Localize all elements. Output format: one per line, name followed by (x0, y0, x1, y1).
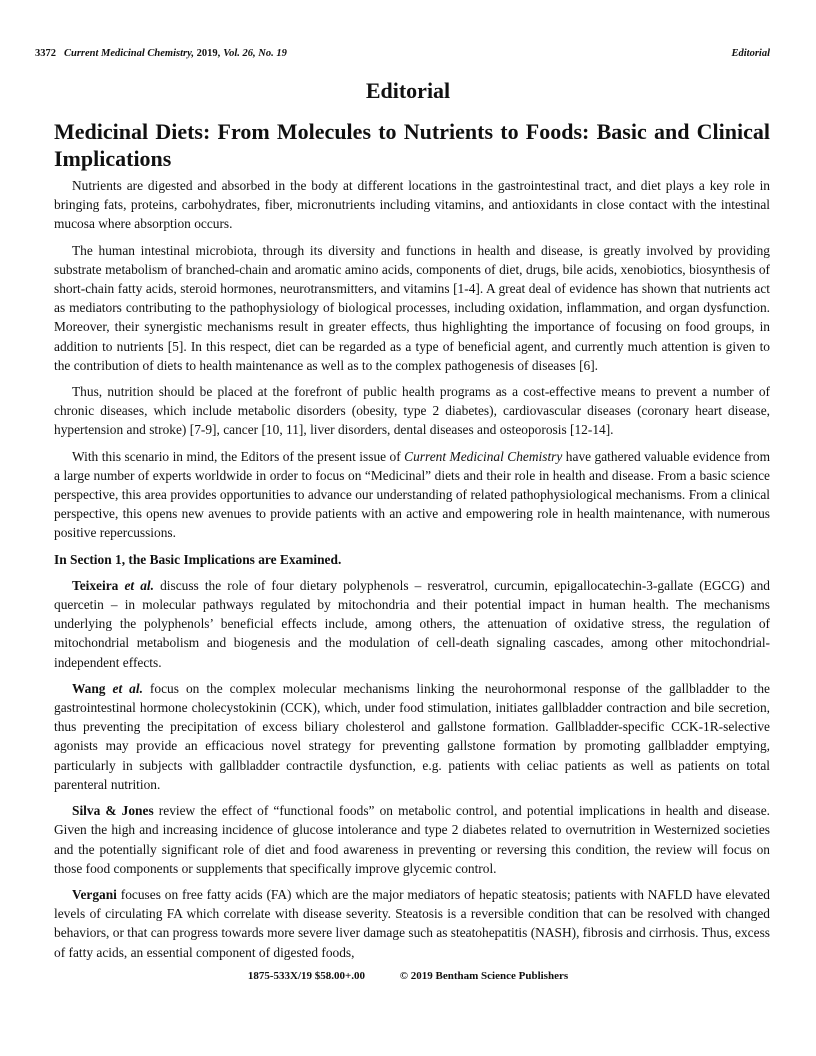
journal-year: 2019, (196, 48, 221, 59)
review-paragraph (54, 576, 770, 672)
section-type-heading: Editorial (365, 78, 451, 103)
running-head-citation (35, 48, 287, 59)
paragraph-text: With this scenario in mind, the Editors of the present issue of (72, 448, 405, 464)
review-author: Wang (72, 680, 106, 696)
et-al: et al. (112, 680, 143, 696)
review-author: Teixeira (72, 577, 119, 593)
paragraph: Nutrients are digested and absorbed in the body at different locations in the gastrointestinal tract, and diet plays a key role in bringing fats, proteins, carbohydrates, fiber, micronutrients including vitamins, and antioxidants in close contact with the intestinal mucosa where absorption occurs. (54, 178, 770, 232)
journal-name-inline: Current Medicinal Chemistry (404, 448, 563, 464)
page-footer (0, 970, 816, 982)
review-text: focuses on free fatty acids (FA) which are the major mediators of hepatic steatosis; patients with NAFLD have elevated levels of circulating FA which correlate with disease severity. Steatosis is a reversible condition that can be resolved with changed behaviors, or that can progress towards more severe liver damage such as steatohepatitis (NASH), fibrosis and cirrhosis. Thus, excess of fatty acids, an essential component of digested foods, (54, 886, 770, 960)
paragraph-text: have gathered valuable evidence from a large number of experts worldwide in order to focus on “Medicinal” diets and their role in health and disease. From a basic science perspective, this area provides opportunities to advance our understanding of related pathophysiological mechanisms. From a clinical perspective, this opens new avenues to provide patients with an active and empowering role in health maintenance, with numerous positive repercussions. (54, 448, 770, 541)
paragraph: The human intestinal microbiota, through its diversity and functions in health and disease, is greatly involved by providing substrate metabolism of branched-chain and aromatic amino acids, components of diet, drugs, bile acids, xenobiotics, biosynthesis of short-chain fatty acids, steroid hormones, neurotransmitters, and vitamins [1-4]. A great deal of evidence has shown that nutrients act as mediators contributing to the pathophysiology of biological processes, including oxidation, inflammation, and organ dysfunction. Moreover, their synergistic mechanisms result in greater effects, thus highlighting the importance of focusing on food groups, in addition to nutrients [5]. In this respect, diet can be regarded as a type of beneficial agent, and currently much attention is given to the contribution of diets to health maintenance as well as to the complex pathogenesis of diseases [6]. (54, 242, 770, 373)
review-author: Silva & Jones (72, 803, 154, 819)
review-text: review the effect of “functional foods” on metabolic control, and potential implications in health and disease. Given the high and increasing incidence of glucose intolerance and type 2 diabetes related to overnutrition in Westernized societies and the potentially significant role of diet and food awareness in preventing or reversing this condition, the review will focus on those food components or supplements that specifically improve glycemic control. (54, 803, 770, 876)
paragraph (54, 447, 770, 543)
issn-price: 1875-533X/19 $58.00+.00 (247, 970, 366, 982)
review-paragraph (54, 679, 770, 794)
page-number: 3372 (35, 48, 56, 59)
review-author: Vergani (72, 886, 117, 902)
paragraph: Thus, nutrition should be placed at the forefront of public health programs as a cost-effective means to prevent a number of chronic diseases, which include metabolic disorders (obesity, type 2 diabetes), cardiovascular diseases (coronary heart disease, hypertension and stroke) [7-9], cancer [10, 11], liver disorders, dental diseases and osteoporosis [12-14]. (54, 384, 770, 438)
journal-volume: Vol. 26, No. 19 (223, 48, 287, 59)
running-head (35, 48, 770, 59)
section-heading: In Section 1, the Basic Implications are Examined. (54, 551, 342, 567)
review-paragraph (54, 801, 770, 878)
journal-name: Current Medicinal Chemistry, (64, 48, 195, 59)
review-paragraph (54, 885, 770, 962)
review-text: focus on the complex molecular mechanisms linking the neurohormonal response of the gallbladder to the gastrointestinal hormone cholecystokinin (CCK), which, under food stimulation, initiates gallbladder contraction and bile secretion, thus preventing the precipitation of excess biliary cholesterol and gallstone formation. Gallbladder-specific CCK-1R-selective agonists may provide an efficacious novel strategy for preventing gallstone formation by promoting gallbladder emptying, particularly in subjects with gallbladder contractile dysfunction, e.g. patients with celiac patients as well as patients on total parenteral nutrition. (54, 680, 770, 792)
et-al: et al. (124, 577, 154, 593)
running-head-section: Editorial (731, 48, 770, 59)
article-body (54, 176, 770, 969)
copyright: © 2019 Bentham Science Publishers (399, 970, 569, 982)
review-text: discuss the role of four dietary polyphenols – resveratrol, curcumin, epigallocatechin-3-gallate (EGCG) and quercetin – in molecular pathways regulated by mitochondria and their potential impact in human health. The mechanisms underlying the polyphenols’ beneficial effects include, among others, the attenuation of oxidative stress, the regulation of mitochondrial metabolism and biogenesis and the modulation of cell-death signaling cascades, among other mitochondrial-independent effects. (54, 577, 770, 670)
article-title: Medicinal Diets: From Molecules to Nutrients to Foods: Basic and Clinical Implications (54, 119, 770, 171)
